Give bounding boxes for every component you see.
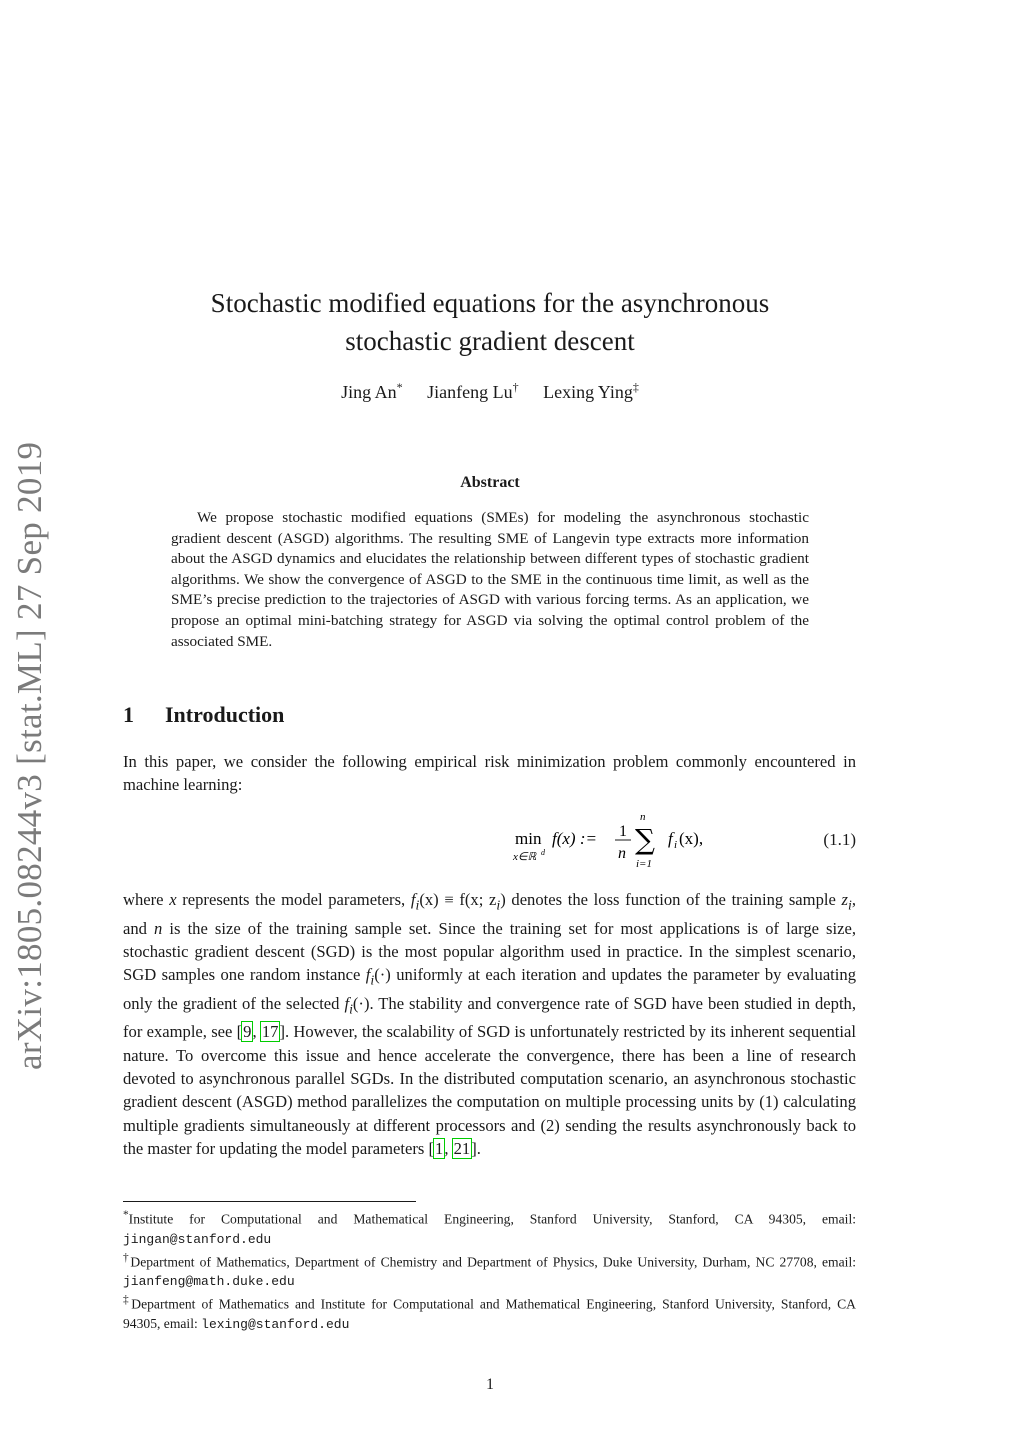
footnotes xyxy=(123,1206,856,1334)
title-line-1: Stochastic modified equations for the asynchronous xyxy=(210,288,770,318)
author-3: Lexing Ying‡ xyxy=(543,380,639,402)
footnote-2: †Department of Mathematics, Department of Chemistry and Department of Physics, Duke University, Durham, NC 27708, email: jianfeng@math.duke.edu xyxy=(123,1251,856,1290)
eq-frac-num: 1 xyxy=(619,823,627,840)
eq-summand-sub: i xyxy=(674,839,678,851)
eq-lhs: f(x) := xyxy=(552,829,597,848)
abstract-heading: Abstract xyxy=(460,474,520,491)
author-1: Jing An* xyxy=(341,380,403,402)
eq-min-sub-sup: d xyxy=(541,848,545,857)
section-heading xyxy=(123,702,284,728)
equation-math xyxy=(511,812,731,872)
abstract-body xyxy=(171,508,809,652)
eq-summand: f xyxy=(668,829,673,848)
footnote-3-email: lexing@stanford.edu xyxy=(201,1316,350,1332)
citation-link-1[interactable]: 1 xyxy=(435,1138,444,1158)
page-number: 1 xyxy=(486,1376,494,1393)
eq-min: min xyxy=(515,829,542,848)
author-2: Jianfeng Lu† xyxy=(427,380,519,402)
citation-link-21[interactable]: 21 xyxy=(453,1138,471,1158)
eq-sum-sign: ∑ xyxy=(635,823,655,856)
footnote-3: ‡Department of Mathematics and Institute for Computational and Mathematical Engineering, Stanford University, Stanford, CA 94305, email: lexing@stanford.edu xyxy=(123,1294,856,1332)
footnote-2-email: jianfeng@math.duke.edu xyxy=(123,1274,295,1290)
footnote-1: *Institute for Computational and Mathematical Engineering, Stanford University, Stanford, CA 94305, email: jingan@stanford.edu xyxy=(123,1209,856,1247)
equation-number: (1.1) xyxy=(823,830,856,849)
intro-paragraph-1: In this paper, we consider the following empirical risk minimization problem commonly encountered in machine learning: xyxy=(123,752,856,795)
eq-sum-bottom: i=1 xyxy=(636,858,652,870)
footnote-rule xyxy=(123,1201,416,1202)
footnote-1-email: jingan@stanford.edu xyxy=(123,1231,272,1247)
citation-link-9[interactable]: 9 xyxy=(243,1022,252,1042)
paper-title xyxy=(150,284,830,360)
eq-frac-den: n xyxy=(618,845,626,862)
abstract-text: We propose stochastic modified equations (SMEs) for modeling the asynchronous stochastic gradient descent (ASGD) algorithms. The resulting SME of Langevin type extracts more information about the ASGD dynamics and elucidates the relationship between different types of stochastic gradient algorithms. We show the convergence of ASGD to the SME in the continuous time limit, as well as the SME’s precise prediction to the trajectories of ASGD with various forcing terms. As an application, we propose an optimal mini-batching strategy for ASGD via solving the optimal control problem of the associated SME. xyxy=(171,509,809,650)
citation-link-17[interactable]: 17 xyxy=(261,1022,279,1042)
eq-sum-top: n xyxy=(640,812,646,823)
eq-min-sub: x∈ℝ xyxy=(513,851,537,863)
author-list xyxy=(150,380,830,403)
title-line-2: stochastic gradient descent xyxy=(345,326,635,356)
intro-paragraph-2: where x represents the model parameters, $f_i(x) \equiv f(x$; $z_i$) denotes the loss function of the training sample $z_i$, and n is the size of the training sample set. Since the training set for most applications is of large size, stochastic gradient descent (SGD) is the most popular algorithm used in practice. In the simplest scenario, SGD samples one random instance $f_i(\cdot)$ uniformly at each iteration and updates the parameter by evaluating only the gradient of the selected $f_i(\cdot)$. The stability and convergence rate of SGD have been studied in depth, for example, see [9, 17]. However, the scalability of SGD is unfortunately restricted by its inherent sequential nature. To overcome this issue and hence accelerate the convergence, there has been a line of research devoted to asynchronous parallel SGDs. In the distributed computation scenario, an asynchronous stochastic gradient descent (ASGD) method parallelizes the computation on multiple processing units by (1) calculating multiple gradients simultaneously at different processors and (2) sending the results asynchronously back to the master for updating the model parameters [1, 21]. xyxy=(123,890,857,1158)
arxiv-identifier: arXiv:1805.08244v3 [stat.ML] 27 Sep 2019 xyxy=(10,441,49,1070)
equation-1-1 xyxy=(123,812,856,872)
section-title: Introduction xyxy=(165,702,285,727)
eq-summand-arg: (x), xyxy=(679,829,704,848)
section-number: 1 xyxy=(123,702,134,727)
